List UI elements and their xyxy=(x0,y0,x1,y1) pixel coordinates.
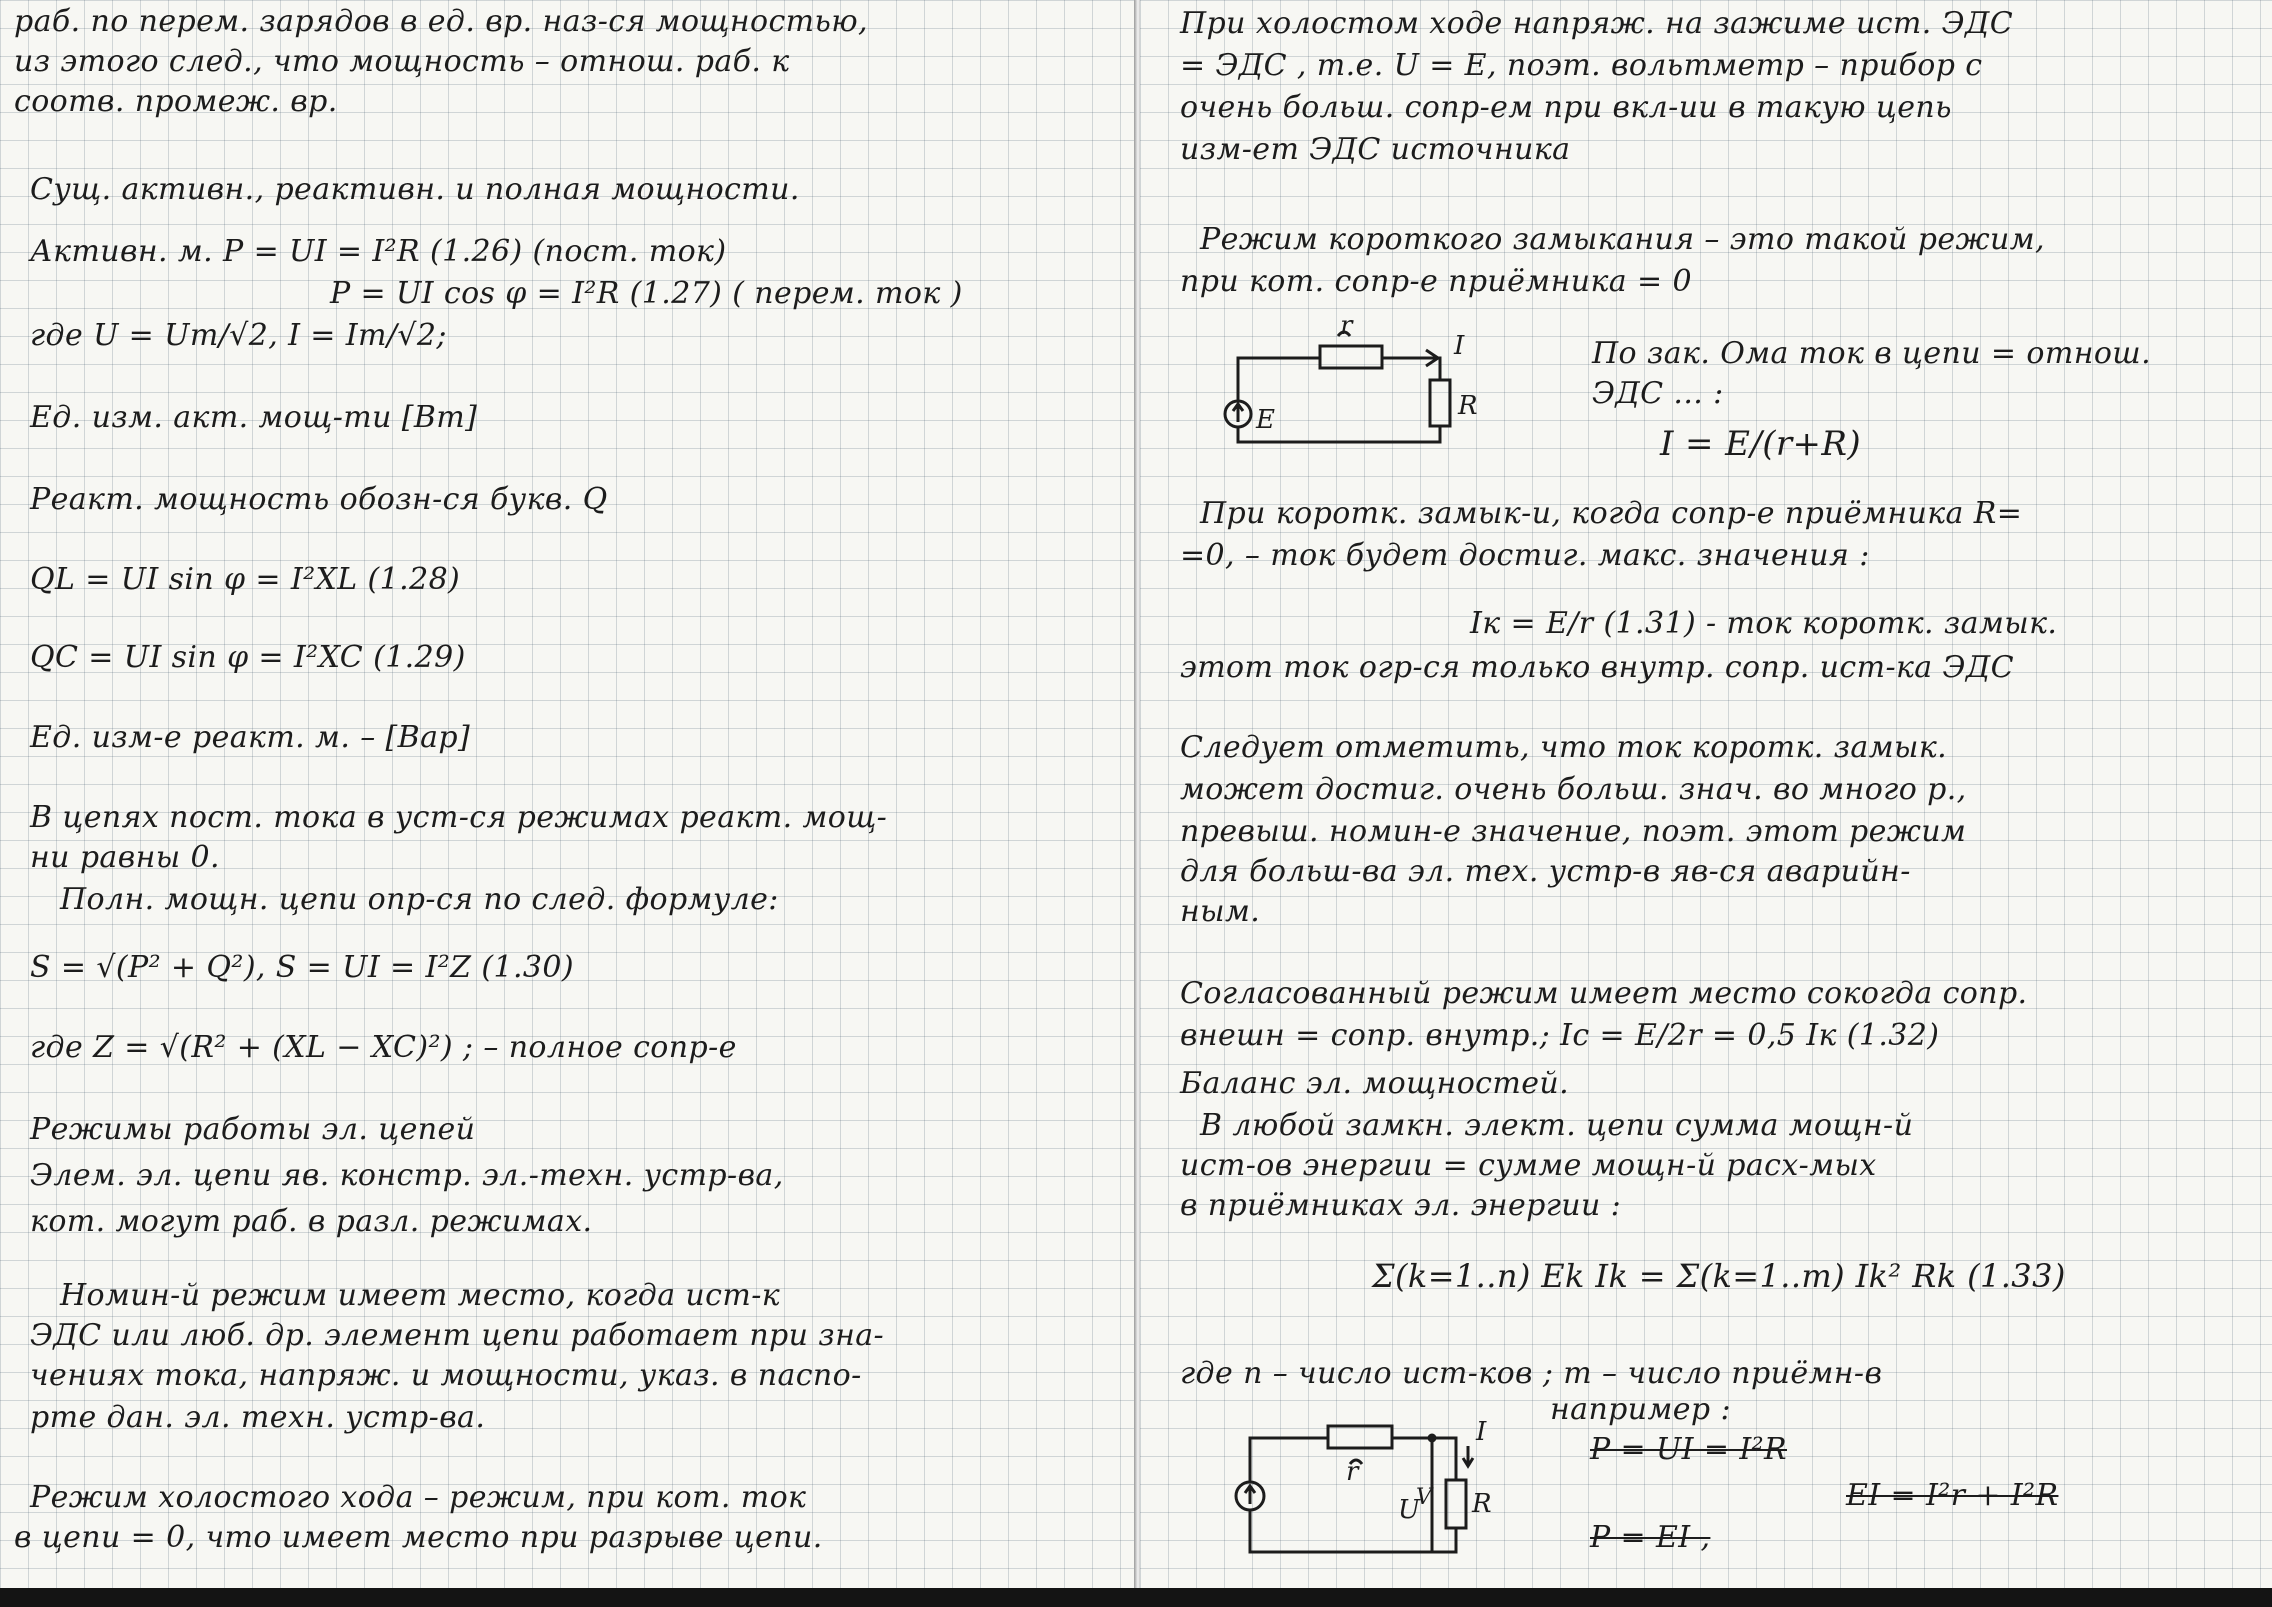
text-line: при кот. сопр-е приёмника = 0 xyxy=(1180,264,1692,299)
text-line: Следует отметить, что ток коротк. замык. xyxy=(1180,730,1948,765)
circuit-label: r xyxy=(1346,1457,1359,1487)
text-line: ист-ов энергии = сумме мощн-й расх-мых xyxy=(1180,1148,1877,1183)
text-line: Элем. эл. цепи яв. констр. эл.-техн. устр-ва, xyxy=(30,1158,784,1193)
text-line: Баланс эл. мощностей. xyxy=(1180,1066,1570,1101)
text-line: где Z = √(R² + (XL − XC)²) ; – полное сопр-е xyxy=(30,1030,737,1065)
power-balance-svg xyxy=(1210,1400,1590,1570)
circuit-label: I xyxy=(1476,1417,1487,1447)
circuit-label: E xyxy=(1256,405,1275,435)
text-line: Реакт. мощность обозн-ся букв. Q xyxy=(30,482,608,517)
struck-formula: EI = I²r + I²R xyxy=(1846,1478,2059,1513)
power-balance-circuit xyxy=(1210,1400,1590,1570)
text-line: Ед. изм-е реакт. м. – [Вар] xyxy=(30,720,471,755)
text-line: ЭДС ... : xyxy=(1592,376,1724,411)
short-circuit-svg xyxy=(1210,318,1570,458)
text-line: этот ток огр-ся только внутр. сопр. ист-ка ЭДС xyxy=(1180,650,2015,685)
right-page xyxy=(1140,0,2272,1590)
text-line: =0, – ток будет достиг. макс. значения : xyxy=(1180,538,1870,573)
text-line: По зак. Ома ток в цепи = отнош. xyxy=(1592,336,2152,371)
formula: Iк = E/r (1.31) - ток коротк. замык. xyxy=(1470,606,2058,641)
text-line: соотв. промеж. вр. xyxy=(14,84,338,119)
text-line: ни равны 0. xyxy=(30,840,220,875)
text-line: При холостом ходе напряж. на зажиме ист. ЭДС xyxy=(1180,6,2014,41)
circuit-label: I xyxy=(1454,331,1465,361)
text-line: ным. xyxy=(1180,894,1261,929)
text-line: может достиг. очень больш. знач. во много р., xyxy=(1180,772,1967,807)
text-line: в приёмниках эл. энергии : xyxy=(1180,1188,1622,1223)
text-line: в цепи = 0, что имеет место при разрыве цепи. xyxy=(14,1520,823,1555)
text-line: кот. могут раб. в разл. режимах. xyxy=(30,1204,593,1239)
text-line: Активн. м. P = UI = I²R (1.26) (пост. ток) xyxy=(30,234,727,269)
circuit-label: r xyxy=(1340,318,1353,341)
circuit-label: U xyxy=(1398,1495,1420,1525)
text-line: Режимы работы эл. цепей xyxy=(30,1112,476,1147)
text-line: S = √(P² + Q²), S = UI = I²Z (1.30) xyxy=(30,950,574,985)
text-line: Сущ. активн., реактивн. и полная мощности. xyxy=(30,172,800,207)
text-line: для больш-ва эл. тех. устр-в яв-ся аварийн- xyxy=(1180,854,1911,889)
text-line: превыш. номин-е значение, поэт. этот режим xyxy=(1180,814,1967,849)
text-line: внешн = сопр. внутр.; Iс = E/2r = 0,5 Iк (1.32) xyxy=(1180,1018,1940,1053)
text-line: раб. по перем. зарядов в ед. вр. наз-ся мощностью, xyxy=(14,4,868,39)
text-line: где U = Um/√2, I = Im/√2; xyxy=(30,318,447,353)
text-line: изм-ет ЭДС источника xyxy=(1180,132,1571,167)
text-line: В любой замкн. элект. цепи сумма мощн-й xyxy=(1200,1108,1914,1143)
text-line: P = UI cos φ = I²R (1.27) ( перем. ток ) xyxy=(330,276,963,311)
text-line: QC = UI sin φ = I²XC (1.29) xyxy=(30,640,466,675)
text-line: чениях тока, напряж. и мощности, указ. в паспо- xyxy=(30,1358,862,1393)
text-line: Номин-й режим имеет место, когда ист-к xyxy=(60,1278,781,1313)
circuit-label: V xyxy=(1416,1485,1432,1510)
text-line: = ЭДС , т.е. U = E, поэт. вольтметр – прибор с xyxy=(1180,48,1983,83)
formula: Σ(k=1..n) Ek Ik = Σ(k=1..m) Ik² Rk (1.33) xyxy=(1372,1257,2066,1295)
text-line: Режим короткого замыкания – это такой режим, xyxy=(1200,222,2045,257)
text-line: В цепях пост. тока в уст-ся режимах реакт. мощ- xyxy=(30,800,888,835)
text-line: ЭДС или люб. др. элемент цепи работает при зна- xyxy=(30,1318,885,1353)
circuit-label: R xyxy=(1458,391,1478,421)
struck-formula: P = UI = I²R xyxy=(1590,1432,1788,1467)
short-circuit-diagram xyxy=(1210,318,1570,458)
text-line: QL = UI sin φ = I²XL (1.28) xyxy=(30,562,461,597)
struck-formula: P = EI , xyxy=(1590,1520,1711,1555)
scan-bottom-edge xyxy=(0,1588,2272,1607)
text-line: очень больш. сопр-ем при вкл-ии в такую цепь xyxy=(1180,90,1952,125)
text-line: например : xyxy=(1550,1392,1731,1427)
text-line: При коротк. замык-и, когда сопр-е приёмника R= xyxy=(1200,496,2023,531)
left-page xyxy=(0,0,1136,1590)
text-line: Режим холостого хода – режим, при кот. ток xyxy=(30,1480,807,1515)
text-line: где n – число ист-ков ; m – число приёмн-в xyxy=(1180,1356,1883,1391)
text-line: из этого след., что мощность – отнош. раб. к xyxy=(14,44,790,79)
text-line: рте дан. эл. техн. устр-ва. xyxy=(30,1400,486,1435)
text-line: Ед. изм. акт. мощ-ти [Вт] xyxy=(30,400,478,435)
text-line: Согласованный режим имеет место сокогда сопр. xyxy=(1180,976,2028,1011)
circuit-label: R xyxy=(1472,1489,1492,1519)
formula: I = E/(r+R) xyxy=(1660,424,1862,464)
text-line: Полн. мощн. цепи опр-ся по след. формуле: xyxy=(60,882,779,917)
